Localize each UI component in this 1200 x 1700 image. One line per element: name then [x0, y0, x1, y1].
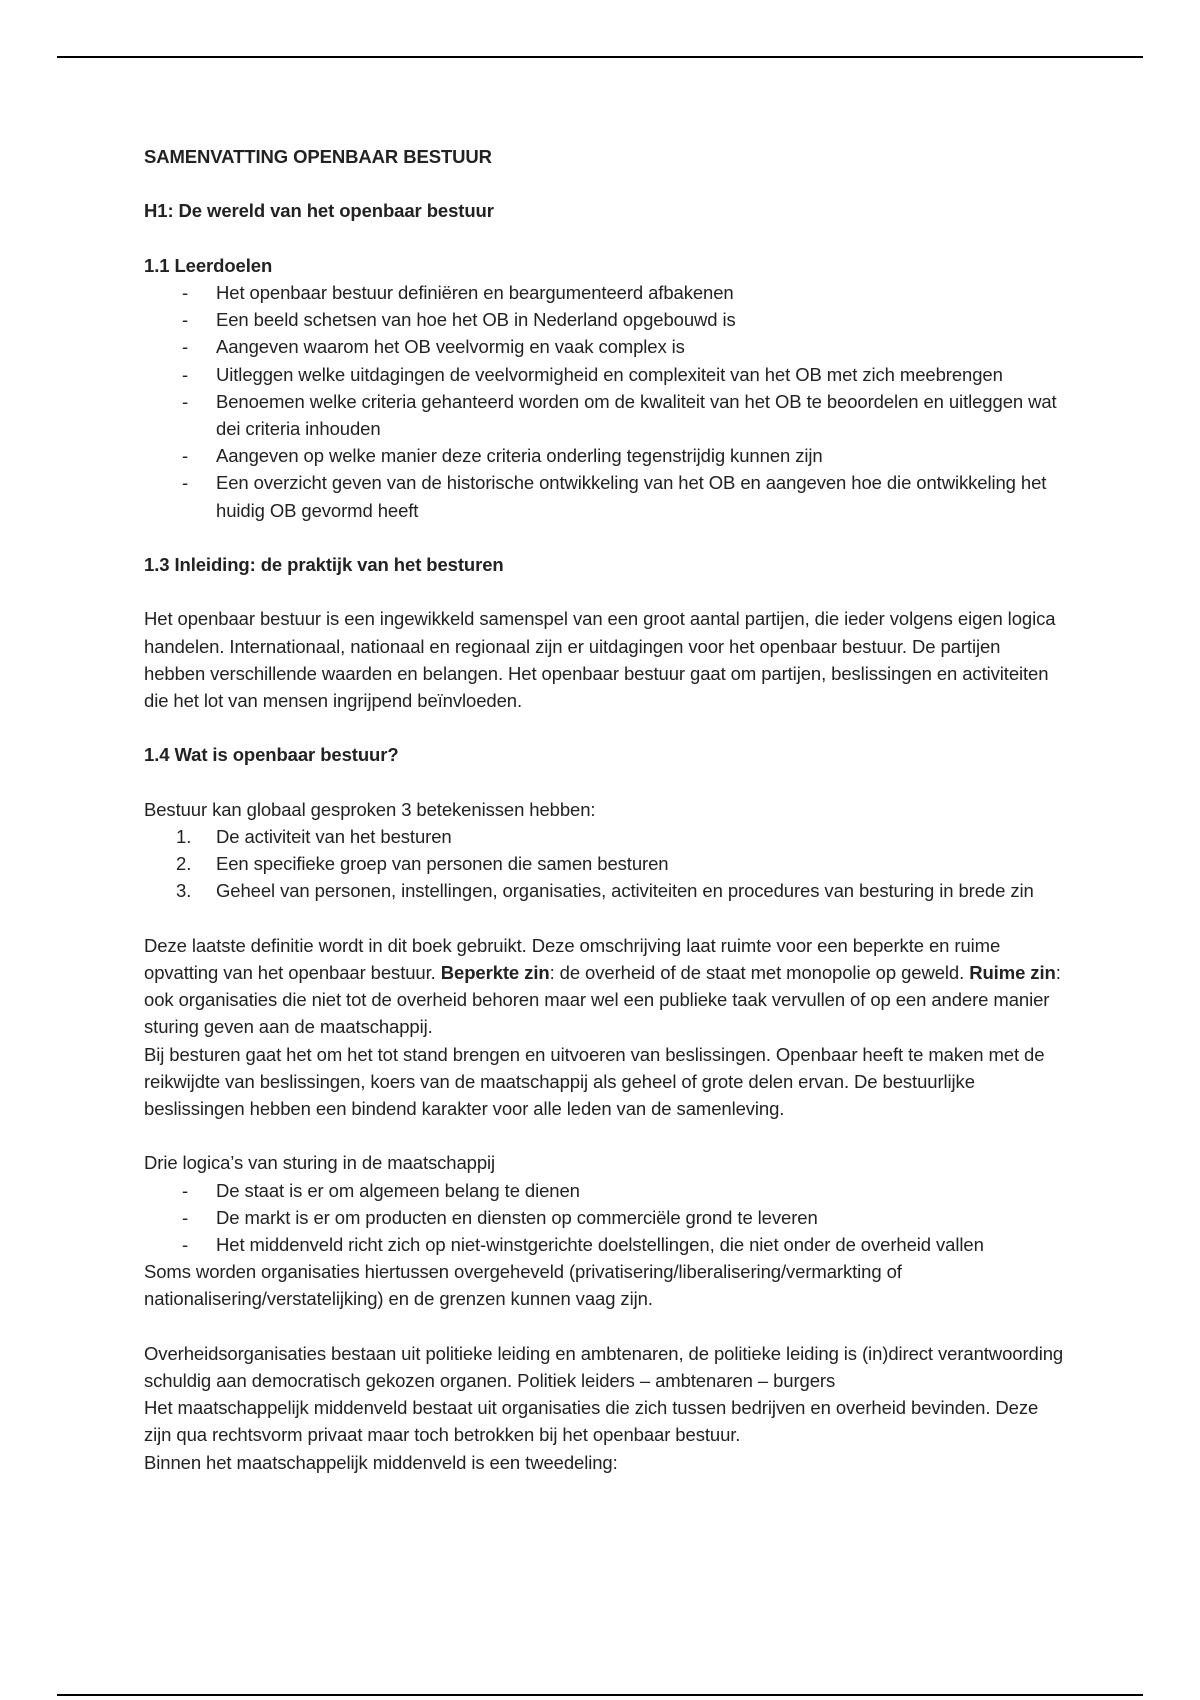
intro-paragraph: Het openbaar bestuur is een ingewikkeld samenspel van een groot aantal partijen, die ieder volgens eigen logica handelen. Internationaal, nationaal en regionaal zijn er uitdagingen voor het openbaar bestuur. De partijen hebben verschillende waarden en belangen. Het openbaar bestuur gaat om partijen, beslissingen en activiteiten die het lot van mensen ingrijpend beïnvloeden.	[144, 608, 1056, 711]
list-item: - Aangeven waarom het OB veelvormig en vaak complex is	[144, 333, 1064, 360]
logica-intro: Drie logica’s van sturing in de maatschappij	[144, 1152, 496, 1174]
section-heading-1-3: 1.3 Inleiding: de praktijk van het besturen	[144, 554, 504, 575]
bold-term: Beperkte zin	[440, 961, 550, 983]
list-item: - Een beeld schetsen van hoe het OB in Nederland opgebouwd is	[144, 306, 1064, 333]
list-item: - Uitleggen welke uitdagingen de veelvormigheid en complexiteit van het OB met zich meebrengen	[144, 361, 1064, 388]
list-number: 2.	[176, 853, 192, 875]
split-paragraph: Binnen het maatschappelijk middenveld is een tweedeling:	[144, 1451, 618, 1473]
government-paragraph: Overheidsorganisaties bestaan uit politieke leiding en ambtenaren, de politieke leiding is (in)direct verantwoording schuldig aan democratisch gekozen organen. Politiek leiders – ambtenaren – burgers	[144, 1342, 1064, 1391]
bullet-marker: -	[182, 363, 189, 385]
list-item: 3. Geheel van personen, instellingen, organisaties, activiteiten en procedures van besturing in brede zin	[144, 877, 1064, 904]
list-number: 3.	[176, 880, 192, 902]
list-item: - Het middenveld richt zich op niet-winstgerichte doelstellingen, die niet onder de overheid vallen	[144, 1231, 1064, 1258]
logica-list	[144, 1177, 1064, 1259]
bullet-marker: -	[182, 472, 189, 494]
definition-paragraph: Deze laatste definitie wordt in dit boek gebruikt. Deze omschrijving laat ruimte voor een beperkte en ruime opvatting van het openbaar bestuur. Beperkte zin: de overheid of de staat met monopolie op geweld. Ruime zin: ook organisaties die niet tot de overheid behoren maar wel een publieke taak vervullen of op een andere manier sturing geven aan de maatschappij.	[144, 934, 1061, 1038]
bold-term: Ruime zin	[969, 961, 1056, 983]
section-heading-1-1: 1.1 Leerdoelen	[144, 254, 273, 276]
document-page	[144, 143, 1064, 1476]
bullet-marker: -	[182, 336, 189, 358]
meanings-intro: Bestuur kan globaal gesproken 3 betekenissen hebben:	[144, 798, 596, 820]
list-number: 1.	[176, 825, 192, 847]
section-heading-1-4: 1.4 Wat is openbaar bestuur?	[144, 744, 399, 766]
bullet-marker: -	[182, 281, 189, 303]
bullet-marker: -	[182, 445, 189, 467]
bullet-marker: -	[182, 1234, 189, 1255]
list-item: - Het openbaar bestuur definiëren en beargumenteerd afbakenen	[144, 279, 1064, 306]
document-title: SAMENVATTING OPENBAAR BESTUUR	[144, 146, 492, 167]
list-item: - De markt is er om producten en diensten op commerciële grond te leveren	[144, 1204, 1064, 1231]
bottom-rule	[57, 1694, 1143, 1696]
governing-paragraph: Bij besturen gaat het om het tot stand brengen en uitvoeren van beslissingen. Openbaar heeft te maken met de reikwijdte van beslissingen, koers van de maatschappij als geheel of grote delen ervan. De bestuurlijke beslissingen hebben een bindend karakter voor alle leden van de samenleving.	[144, 1043, 1045, 1119]
learning-goals-list	[144, 279, 1064, 524]
list-item: 2. Een specifieke groep van personen die samen besturen	[144, 850, 1064, 877]
list-item: - Een overzicht geven van de historische ontwikkeling van het OB en aangeven hoe die ontwikkeling het huidig OB gevormd heeft	[144, 469, 1064, 523]
list-item: - De staat is er om algemeen belang te dienen	[144, 1177, 1064, 1204]
meanings-list	[144, 823, 1064, 905]
transfer-paragraph: Soms worden organisaties hiertussen overgeheveld (privatisering/liberalisering/vermarkting of nationalisering/verstatelijking) en de grenzen kunnen vaag zijn.	[144, 1261, 902, 1310]
list-item: 1. De activiteit van het besturen	[144, 823, 1064, 850]
chapter-heading: H1: De wereld van het openbaar bestuur	[144, 200, 494, 222]
bullet-marker: -	[182, 390, 189, 412]
list-item: - Aangeven op welke manier deze criteria onderling tegenstrijdig kunnen zijn	[144, 442, 1064, 469]
bullet-marker: -	[182, 1179, 189, 1201]
list-item: - Benoemen welke criteria gehanteerd worden om de kwaliteit van het OB te beoordelen en uitleggen wat dei criteria inhouden	[144, 388, 1064, 442]
bullet-marker: -	[182, 1206, 189, 1228]
top-rule	[57, 56, 1143, 58]
middenveld-paragraph: Het maatschappelijk middenveld bestaat uit organisaties die zich tussen bedrijven en overheid bevinden. Deze zijn qua rechtsvorm privaat maar toch betrokken bij het openbaar bestuur.	[144, 1397, 1039, 1446]
bullet-marker: -	[182, 309, 189, 331]
